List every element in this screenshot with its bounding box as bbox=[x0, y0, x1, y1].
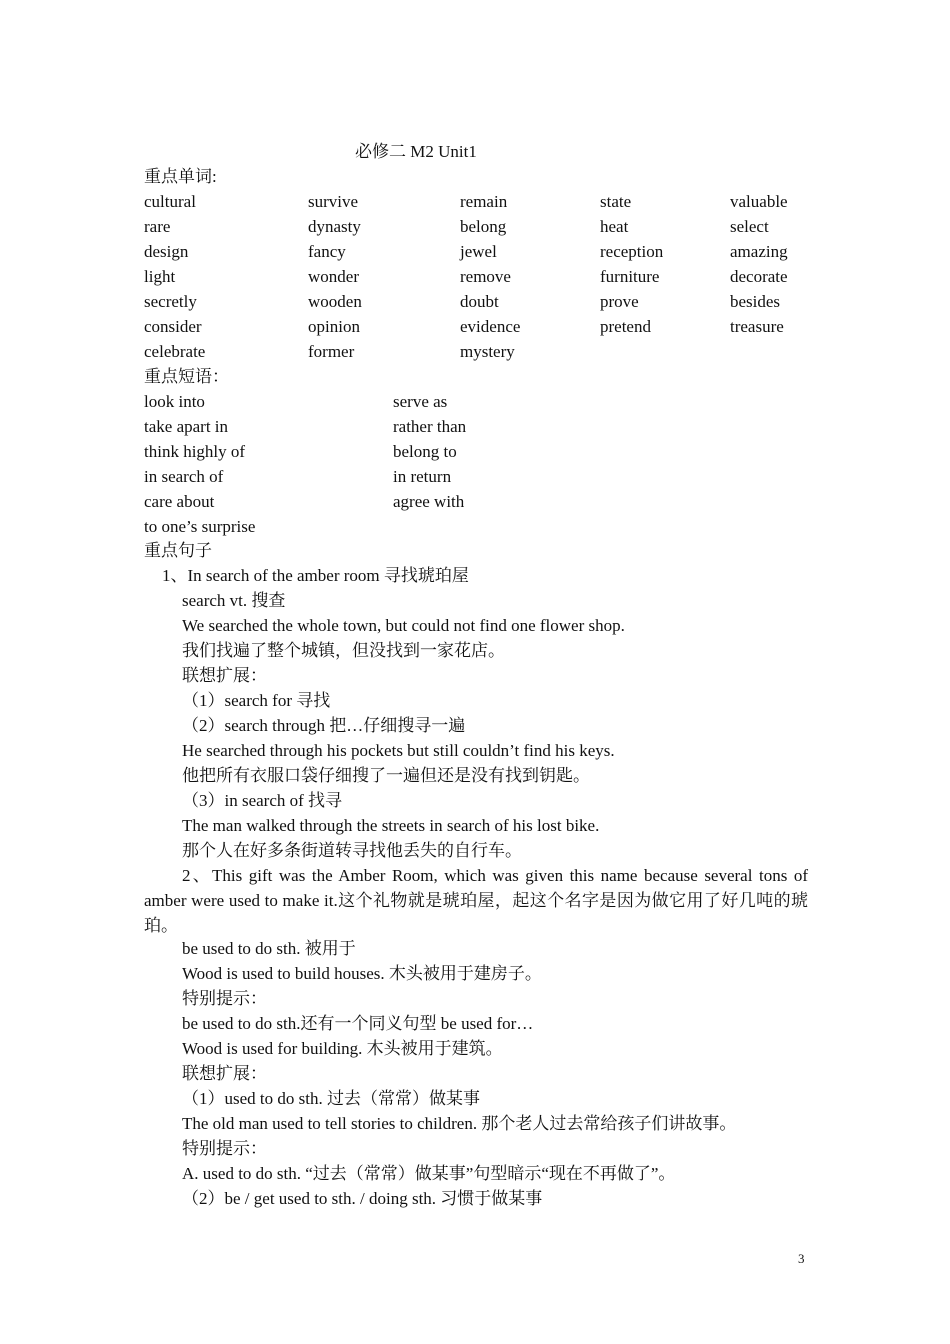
phrase-item: think highly of bbox=[144, 442, 246, 461]
text-line: 特别提示： bbox=[182, 1139, 267, 1158]
vocab-word: opinion bbox=[308, 317, 360, 336]
vocab-word: belong bbox=[460, 217, 507, 236]
text-line: （1）search for 寻找 bbox=[182, 691, 331, 710]
phrase-item: serve as bbox=[393, 392, 448, 411]
text-line: He searched through his pockets but still couldn’t find his keys. bbox=[182, 741, 615, 760]
vocab-word: dynasty bbox=[308, 217, 361, 236]
vocab-word: celebrate bbox=[144, 342, 206, 361]
text-line: be used to do sth. 被用于 bbox=[182, 939, 356, 958]
phrase-item: rather than bbox=[393, 417, 467, 436]
vocab-word: light bbox=[144, 267, 176, 286]
vocab-row bbox=[0, 215, 950, 239]
vocab-word: remove bbox=[460, 267, 511, 286]
vocab-word: secretly bbox=[144, 292, 197, 311]
vocab-word: decorate bbox=[730, 267, 788, 286]
text-line: 联想扩展： bbox=[182, 666, 267, 685]
vocab-word: heat bbox=[600, 217, 629, 236]
page-title: 必修二 M2 Unit1 bbox=[355, 142, 477, 161]
text-line: The man walked through the streets in search of his lost bike. bbox=[182, 816, 600, 835]
phrase-item: take apart in bbox=[144, 417, 229, 436]
vocab-word: valuable bbox=[730, 192, 788, 211]
text-line: Wood is used for building. 木头被用于建筑。 bbox=[182, 1039, 503, 1058]
text-line: be used to do sth.还有一个同义句型 be used for… bbox=[182, 1014, 534, 1033]
text-line: （1）used to do sth. 过去（常常）做某事 bbox=[182, 1089, 480, 1108]
text-line: （2）be / get used to sth. / doing sth. 习惯于做某事 bbox=[182, 1189, 543, 1208]
text-line: （2）search through 把…仔细搜寻一遍 bbox=[182, 716, 466, 735]
vocab-word: reception bbox=[600, 242, 664, 261]
phrase-item: in search of bbox=[144, 467, 224, 486]
text-line: 特别提示： bbox=[182, 989, 267, 1008]
vocab-word: jewel bbox=[460, 242, 497, 261]
phrase-row bbox=[0, 440, 950, 464]
text-line: search vt. 搜查 bbox=[182, 591, 286, 610]
vocab-row bbox=[0, 265, 950, 289]
vocab-row bbox=[0, 340, 950, 364]
page-number: 3 bbox=[798, 1251, 805, 1266]
vocab-row bbox=[0, 290, 950, 314]
vocab-word: state bbox=[600, 192, 632, 211]
vocab-word: select bbox=[730, 217, 769, 236]
vocab-row bbox=[0, 190, 950, 214]
vocab-word: fancy bbox=[308, 242, 346, 261]
vocab-word: amazing bbox=[730, 242, 788, 261]
phrase-item: care about bbox=[144, 492, 215, 511]
text-line: 他把所有衣服口袋仔细搜了一遍但还是没有找到钥匙。 bbox=[182, 766, 590, 785]
vocab-word: pretend bbox=[600, 317, 651, 336]
text-line: The old man used to tell stories to children. 那个老人过去常给孩子们讲故事。 bbox=[182, 1114, 737, 1133]
vocab-word: furniture bbox=[600, 267, 660, 286]
vocab-word: wonder bbox=[308, 267, 359, 286]
text-line: A. used to do sth. “过去（常常）做某事”句型暗示“现在不再做了”。 bbox=[182, 1164, 676, 1183]
vocab-word: prove bbox=[600, 292, 639, 311]
phrase-row bbox=[0, 415, 950, 439]
text-line: 我们找遍了整个城镇，但没找到一家花店。 bbox=[182, 641, 505, 660]
vocab-word: wooden bbox=[308, 292, 362, 311]
phrase-row bbox=[0, 515, 950, 539]
text-line: Wood is used to build houses. 木头被用于建房子。 bbox=[182, 964, 542, 983]
vocab-word: design bbox=[144, 242, 189, 261]
sentence-heading: 重点句子 bbox=[144, 541, 212, 560]
phrase-item: to one’s surprise bbox=[144, 517, 256, 536]
vocab-word: consider bbox=[144, 317, 202, 336]
text-line: 那个人在好多条街道转寻找他丢失的自行车。 bbox=[182, 841, 522, 860]
text-line: We searched the whole town, but could not find one flower shop. bbox=[182, 616, 625, 635]
phrase-heading: 重点短语： bbox=[144, 367, 229, 386]
phrase-item: in return bbox=[393, 467, 452, 486]
vocab-row bbox=[0, 315, 950, 339]
vocab-word: survive bbox=[308, 192, 359, 211]
vocab-word: besides bbox=[730, 292, 781, 311]
vocab-word: cultural bbox=[144, 192, 196, 211]
phrase-row bbox=[0, 490, 950, 514]
phrase-item: agree with bbox=[393, 492, 465, 511]
vocab-word: treasure bbox=[730, 317, 784, 336]
vocab-word: remain bbox=[460, 192, 508, 211]
vocab-word: mystery bbox=[460, 342, 515, 361]
phrase-row bbox=[0, 465, 950, 489]
phrase-item: belong to bbox=[393, 442, 457, 461]
vocab-word: former bbox=[308, 342, 355, 361]
text-line: 联想扩展： bbox=[182, 1064, 267, 1083]
sentence-1-heading: 1、In search of the amber room 寻找琥珀屋 bbox=[162, 566, 469, 585]
vocab-heading: 重点单词: bbox=[144, 167, 217, 186]
vocab-word: evidence bbox=[460, 317, 521, 336]
sentence-2-paragraph: 2、This gift was the Amber Room, which was given this name because several tons of amber were used to make it.这个礼物就是琥珀屋，起这个名字是因为做它用了好几吨的琥珀。 bbox=[144, 866, 808, 935]
phrase-row bbox=[0, 390, 950, 414]
vocab-row bbox=[0, 240, 950, 264]
vocab-word: doubt bbox=[460, 292, 499, 311]
text-line: （3）in search of 找寻 bbox=[182, 791, 343, 810]
phrase-item: look into bbox=[144, 392, 205, 411]
vocab-word: rare bbox=[144, 217, 171, 236]
